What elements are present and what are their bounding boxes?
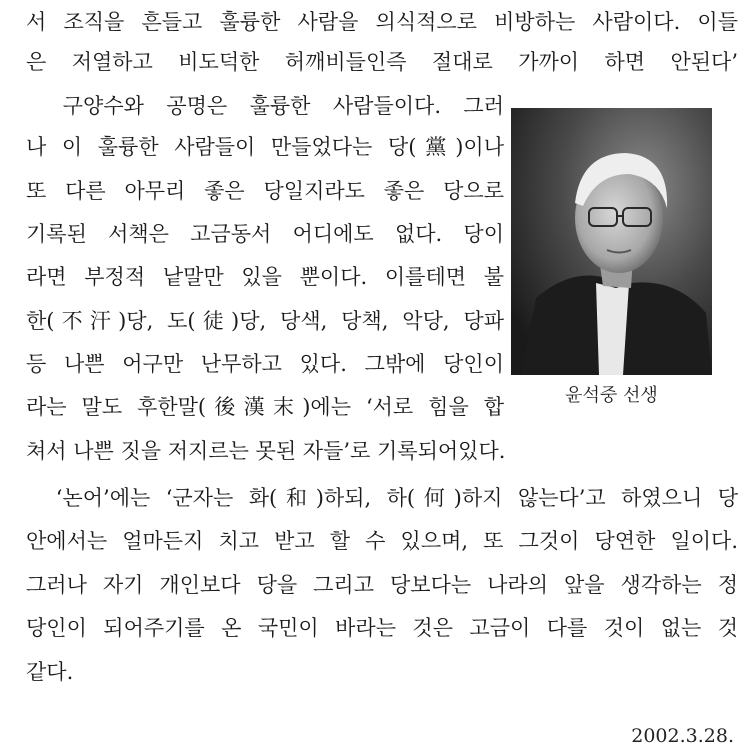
text-line: 등 나쁜 어구만 난무하고 있다. 그밖에 당인이: [26, 352, 504, 376]
text-line: 안에서는 얼마든지 치고 받고 할 수 있으며, 또 그것이 당연한 일이다.: [26, 529, 738, 553]
text-line: 기록된 서책은 고금동서 어디에도 없다. 당이: [26, 222, 504, 246]
text-line: 한(不汗)당, 도(徒)당, 당색, 당책, 악당, 당파: [26, 309, 504, 333]
text-line: 쳐서 나쁜 짓을 저지르는 못된 자들’로 기록되어있다.: [26, 439, 506, 463]
text-line: 라는 말도 후한말(後漢末)에는 ‘서로 힘을 합: [26, 395, 504, 419]
text-line: 서 조직을 흔들고 훌륭한 사람을 의식적으로 비방하는 사람이다. 이들: [26, 10, 738, 34]
portrait-illustration: [511, 108, 712, 375]
text-line: 또 다른 아무리 좋은 당일지라도 좋은 당으로: [26, 179, 504, 203]
text-line: 라면 부정적 낱말만 있을 뿐이다. 이를테면 불: [26, 265, 504, 289]
portrait-photo: [511, 108, 712, 375]
text-line: 당인이 되어주기를 온 국민이 바라는 것은 고금이 다를 것이 없는 것: [26, 616, 738, 640]
text-line: 같다.: [26, 660, 74, 684]
text-line: 구양수와 공명은 훌륭한 사람들이다. 그러: [26, 94, 504, 118]
text-line: ‘논어’에는 ‘군자는 화(和)하되, 하(何)하지 않는다’고 하였으니 당: [26, 486, 738, 510]
publication-date: 2002.3.28.: [631, 725, 734, 747]
text-line: 나 이 훌륭한 사람들이 만들었다는 당(黨)이나: [26, 135, 504, 159]
text-line: 은 저열하고 비도덕한 허깨비들인즉 절대로 가까이 하면 안된다’: [26, 50, 738, 74]
photo-caption: 윤석중 선생: [565, 385, 658, 406]
text-line: 그러나 자기 개인보다 당을 그리고 당보다는 나라의 앞을 생각하는 정: [26, 573, 738, 597]
